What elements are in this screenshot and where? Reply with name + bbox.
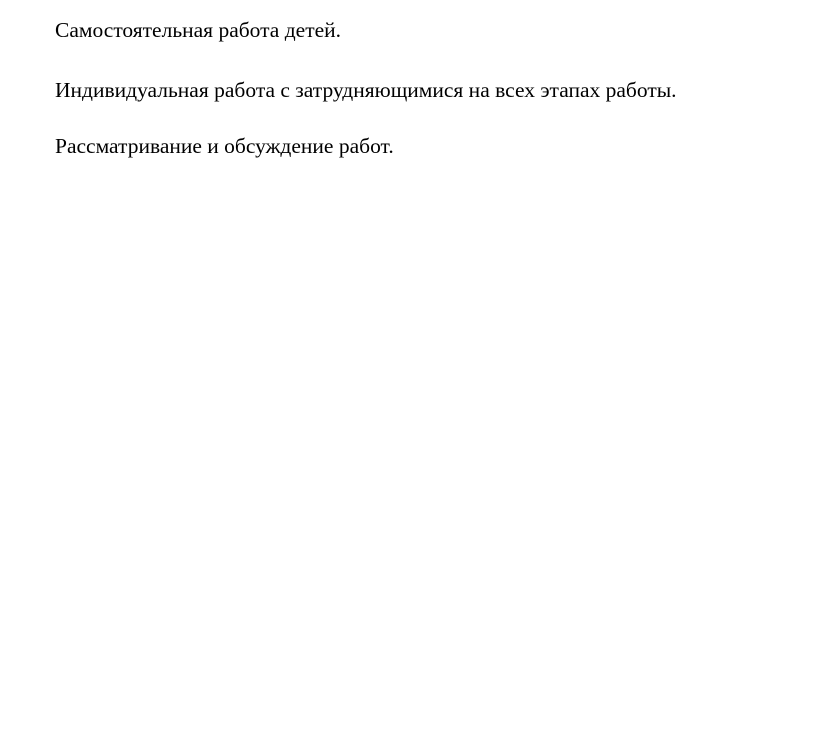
paragraph-individual-work: Индивидуальная работа с затрудняющимися на всех этапах работы. (55, 78, 677, 102)
paragraph-review-discussion: Рассматривание и обсуждение работ. (55, 134, 394, 158)
paragraph-independent-work: Самостоятельная работа детей. (55, 18, 342, 42)
